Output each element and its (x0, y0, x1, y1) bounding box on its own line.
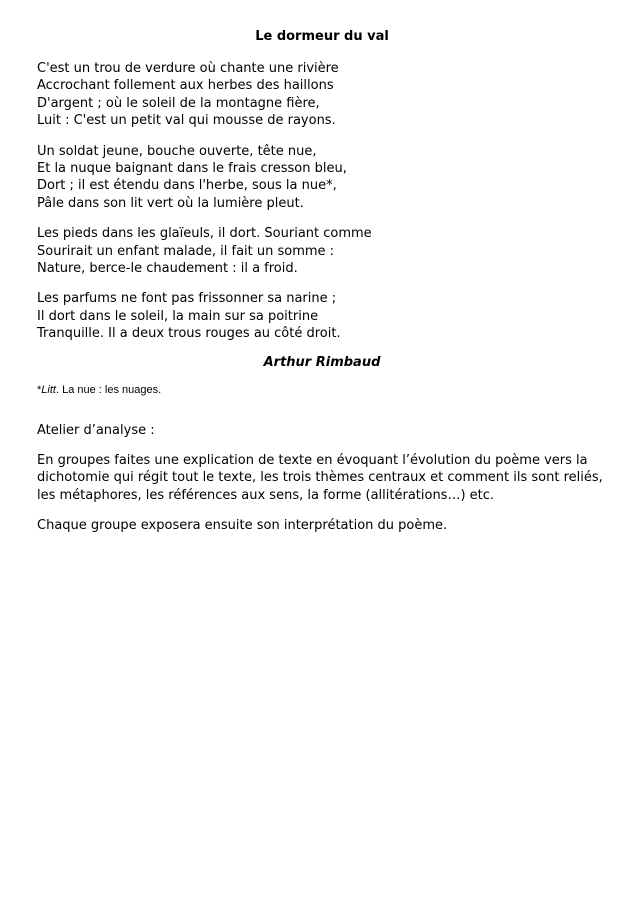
poem-line: C'est un trou de verdure où chante une rivière (37, 61, 339, 76)
poem-author: Arthur Rimbaud (263, 354, 381, 370)
footnote-term: Litt (41, 383, 56, 396)
poem-line: Les pieds dans les glaïeuls, il dort. Souriant comme (37, 226, 372, 242)
analysis-heading: Atelier d’analyse : (37, 422, 155, 438)
stanza-2 (37, 143, 607, 213)
poem-line: Tranquille. Il a deux trous rouges au côté droit. (37, 326, 341, 342)
footnote-text: . La nue : les nuages. (55, 383, 162, 396)
stanza-3 (37, 225, 607, 277)
stanza-4 (37, 290, 607, 342)
poem-title: Le dormeur du val (255, 29, 389, 44)
poem-line: Pâle dans son lit vert où la lumière pleut. (37, 195, 304, 211)
poem-line: Les parfums ne font pas frissonner sa narine ; (37, 291, 337, 307)
poem-line: D'argent ; où le soleil de la montagne fière, (37, 95, 320, 111)
analysis-paragraph: En groupes faites une explication de texte en évoquant l’évolution du poème vers la dichotomie qui régit tout le texte, les trois thèmes centraux et comment ils sont reliés, les métaphores, les références aux sens, la forme (allitérations…) etc. (37, 452, 603, 503)
poem-line: Accrochant follement aux herbes des haillons (37, 78, 334, 94)
poem-line: Sourirait un enfant malade, il fait un somme : (37, 243, 335, 259)
document-page (37, 28, 607, 548)
poem-line: Un soldat jeune, bouche ouverte, tête nue, (37, 143, 317, 159)
poem-line: Dort ; il est étendu dans l'herbe, sous la nue*, (37, 178, 337, 194)
poem-line: Luit : C'est un petit val qui mousse de rayons. (37, 113, 336, 129)
poem-line: Il dort dans le soleil, la main sur sa poitrine (37, 308, 319, 324)
footnote-marker: * (37, 383, 42, 396)
poem-line: Nature, berce-le chaudement : il a froid. (37, 261, 298, 277)
analysis-paragraph: Chaque groupe exposera ensuite son interprétation du poème. (37, 518, 448, 534)
footnote (37, 383, 607, 397)
poem-line: Et la nuque baignant dans le frais cresson bleu, (37, 161, 347, 177)
stanza-1 (37, 60, 607, 130)
